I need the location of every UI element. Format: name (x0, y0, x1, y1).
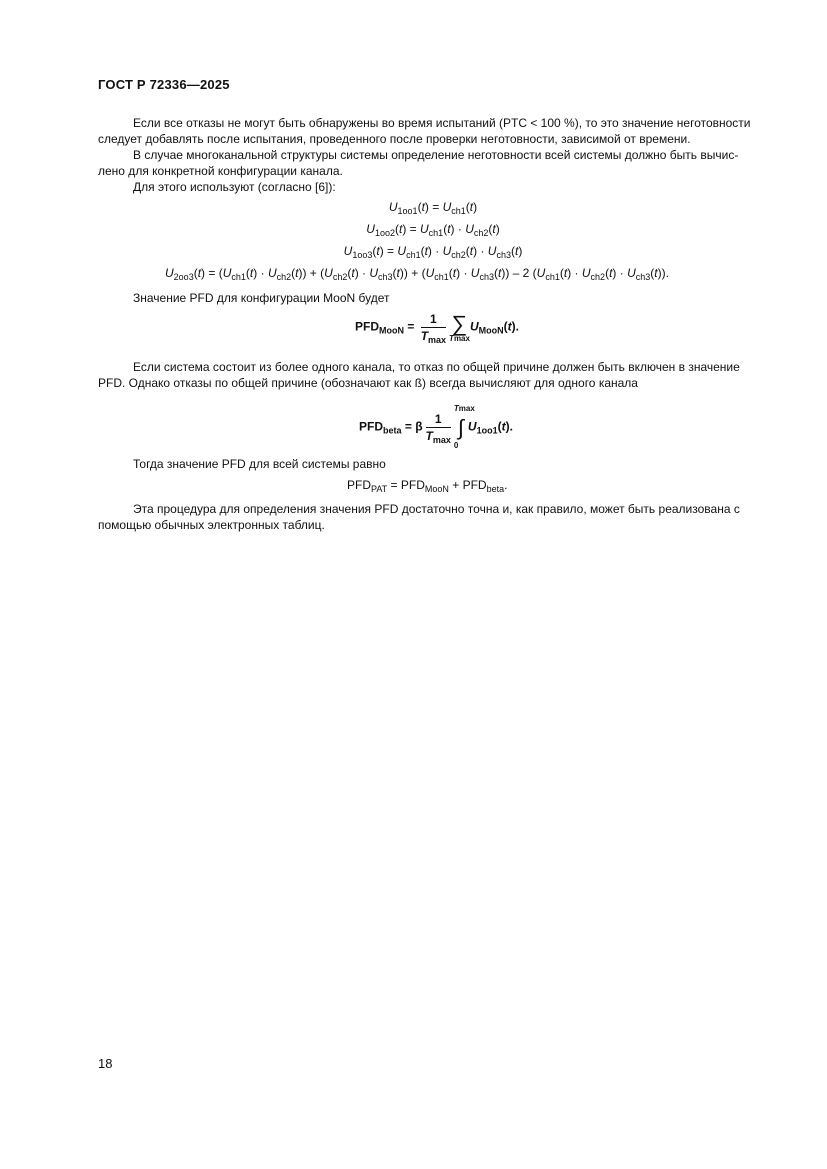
formula-symbol: ) (402, 222, 407, 236)
formula-sub: 1oo1 (397, 206, 418, 216)
formula-sub: ch2 (473, 228, 489, 238)
formula-symbol: ( (245, 266, 250, 280)
formula-symbol: = (404, 319, 418, 334)
formula-symbol: ) (661, 266, 666, 280)
formula-2oo3 (165, 266, 669, 280)
paragraph-line: следует добавлять после испытания, проведенного после проверки неготовности, зависимой от времени. (98, 132, 691, 146)
formula-symbol: T (453, 403, 459, 413)
formula-symbol: t (295, 266, 299, 280)
fraction (421, 312, 446, 343)
formula-sub: max (428, 335, 447, 345)
paragraph-line: Эта процедура для определения значения PFD достаточно точна и, как правило, может быть реализована с (133, 502, 740, 516)
integral-symbol: ∫ (457, 414, 464, 440)
formula-symbol: t (351, 266, 355, 280)
formula-symbol: U (470, 266, 480, 280)
paragraph-line: PFD. Однако отказы по общей причине (обозначают как ß) всегда вычисляют для одного канала (98, 376, 638, 390)
formula-symbol: U (627, 266, 636, 280)
fraction-numerator: 1 (421, 312, 446, 328)
formula-symbol: ) (567, 266, 572, 280)
formula-symbol: = (401, 419, 416, 434)
formula-symbol: ) (501, 266, 506, 280)
formula-sub: ch2 (590, 272, 606, 282)
formula-symbol: = (406, 222, 420, 236)
formula-symbol: t (507, 319, 512, 334)
formula-symbol: ( (443, 222, 448, 236)
formula-symbol: ( (465, 244, 470, 258)
formula-symbol: U (366, 222, 375, 236)
formula-symbol: ) (505, 266, 510, 280)
formula-symbol: t (497, 266, 502, 280)
formula-symbol: ( (465, 200, 470, 214)
formula-symbol: U (397, 244, 407, 258)
formula-symbol: t (654, 266, 658, 280)
formula-symbol: ( (218, 266, 223, 280)
formula-1oo1 (98, 200, 768, 214)
formula-symbol: PFD (462, 478, 487, 492)
paragraph-multichannel (98, 147, 768, 179)
formula-symbol: PFD (347, 478, 371, 492)
page-number: 18 (98, 1056, 113, 1071)
formula-symbol: ) (427, 244, 432, 258)
formula-symbol: t (424, 244, 428, 258)
formula-symbol: t (396, 266, 400, 280)
formula-symbol: ( (493, 266, 498, 280)
formula-symbol: · (257, 266, 268, 280)
formula-symbol: ( (394, 222, 399, 236)
formula-symbol: t (609, 266, 613, 280)
paragraph-common-cause (98, 359, 768, 391)
paragraph-moon (98, 290, 768, 306)
formula-symbol: U (469, 319, 479, 334)
formula-symbol: = (428, 200, 443, 214)
formula-symbol: t (501, 419, 506, 434)
formula-sub: max (458, 403, 475, 413)
formula-symbol: PFD (355, 319, 379, 334)
formula-symbol: T (420, 329, 429, 343)
formula-symbol: β (415, 419, 423, 434)
formula-symbol: ) (354, 266, 359, 280)
formula-symbol: t (376, 244, 380, 258)
formula-symbol: U (369, 266, 379, 280)
formula-sub: max (432, 435, 451, 445)
integral-upper-limit (454, 404, 475, 413)
paragraph-line: В случае многоканальной структуры системы определение неготовности всей системы должно быть вычис- (133, 148, 739, 162)
formula-symbol: U (487, 244, 497, 258)
formula-symbol: t (249, 266, 254, 280)
formula-symbol: ) (612, 266, 617, 280)
formula-symbol: ( (421, 266, 426, 280)
formula-sub: PAT (371, 484, 388, 494)
paragraph-line: Тогда значение PFD для всей системы равно (133, 457, 386, 471)
formula-symbol: – 2 (509, 266, 533, 280)
formula-symbol: ) (657, 266, 662, 280)
formula-symbol: ( (320, 266, 325, 280)
paragraph-line: Для этого используют (согласно [6]): (133, 180, 336, 194)
formula-symbol: · (616, 266, 628, 280)
formula-symbol: U (343, 244, 353, 258)
formula-sub: MooN (478, 325, 504, 336)
formula-symbol: t (447, 222, 451, 236)
formula-symbol: U (442, 244, 452, 258)
formula-sub: 2oo3 (173, 272, 194, 282)
formula-sub: beta (486, 484, 505, 494)
formula-sub: ch3 (496, 250, 511, 260)
paragraph-line: лено для конкретной конфигурации канала. (98, 164, 343, 178)
fraction-denominator (426, 428, 451, 443)
formula-symbol: ) (495, 222, 500, 236)
fraction-denominator (421, 328, 446, 343)
formula-symbol: . (515, 319, 519, 334)
formula-symbol: U (420, 222, 429, 236)
formula-symbol: = (387, 478, 401, 492)
formula-sub: max (453, 333, 470, 343)
formula-symbol: U (222, 266, 232, 280)
paragraph-line: помощью обычных электронных таблиц. (98, 518, 325, 532)
formula-symbol: t (469, 244, 474, 258)
formula-symbol: ) (424, 200, 429, 214)
formula-symbol: ) (403, 266, 408, 280)
formula-sub: ch2 (451, 250, 466, 260)
formula-symbol: ) (302, 266, 307, 280)
formula-symbol: ( (417, 200, 422, 214)
formula-symbol: · (454, 222, 466, 236)
formula-sub: ch3 (378, 272, 393, 282)
formula-symbol: . (509, 419, 513, 434)
formula-symbol: ( (347, 266, 352, 280)
formula-symbol: t (563, 266, 568, 280)
formula-symbol: . (665, 266, 669, 280)
formula-sub: ch1 (434, 272, 449, 282)
formula-pfd-beta (359, 403, 513, 450)
formula-symbol: t (492, 222, 496, 236)
formula-symbol: ( (392, 266, 397, 280)
formula-symbol: t (398, 222, 403, 236)
sum-symbol: ∑ (451, 310, 468, 336)
formula-symbol: ( (420, 244, 425, 258)
formula-sub: ch1 (451, 206, 466, 216)
formula-1oo2 (98, 222, 768, 236)
formula-symbol: · (460, 266, 471, 280)
formula-symbol: = (383, 244, 398, 258)
formula-symbol: t (452, 266, 457, 280)
formula-symbol: U (467, 419, 477, 434)
formula-symbol: U (442, 200, 452, 214)
formula-symbol: t (421, 200, 425, 214)
paragraph-line: Если все отказы не могут быть обнаружены во время испытаний (PTC < 100 %), то это значение неготовности (133, 116, 751, 130)
formula-symbol: t (469, 200, 474, 214)
formula-symbol: ) (379, 244, 384, 258)
formula-symbol: + (448, 478, 463, 492)
paragraph-total (98, 456, 768, 472)
formula-symbol: U (267, 266, 277, 280)
formula-symbol: ( (448, 266, 453, 280)
document-header: ГОСТ Р 72336—2025 (98, 77, 230, 92)
integral-lower-limit: 0 (453, 440, 459, 450)
fraction-numerator: 1 (426, 412, 451, 428)
formula-symbol: ) (253, 266, 258, 280)
sum-operator (449, 310, 470, 343)
formula-symbol: ) (456, 266, 461, 280)
formula-symbol: ( (605, 266, 610, 280)
formula-symbol: T (449, 333, 454, 343)
formula-symbol: ) (473, 244, 478, 258)
formula-sub: ch1 (545, 272, 560, 282)
sum-limit (449, 335, 470, 343)
formula-sub: beta (383, 425, 402, 436)
formula-sub: ch3 (635, 272, 651, 282)
formula-symbol: t (197, 266, 202, 280)
formula-sub: ch1 (406, 250, 421, 260)
formula-symbol: · (431, 244, 443, 258)
formula-sub: 1oo2 (374, 228, 395, 238)
fraction (426, 412, 451, 443)
integral-operator (453, 403, 475, 450)
formula-symbol: ) (473, 200, 478, 214)
formula-symbol: t (514, 244, 519, 258)
formula-symbol: U (536, 266, 546, 280)
formula-symbol: ) (201, 266, 206, 280)
formula-symbol: . (504, 478, 508, 492)
formula-symbol: · (358, 266, 370, 280)
formula-symbol: ( (372, 244, 377, 258)
formula-sub: ch3 (479, 272, 494, 282)
formula-symbol: U (324, 266, 333, 280)
formula-sub: MooN (424, 484, 449, 494)
formula-symbol: ( (650, 266, 655, 280)
formula-sub: ch1 (231, 272, 246, 282)
formula-symbol: U (165, 266, 174, 280)
formula-symbol: ) (298, 266, 303, 280)
formula-symbol: = (205, 266, 219, 280)
formula-symbol: ( (503, 319, 508, 334)
formula-symbol: ( (488, 222, 493, 236)
formula-symbol: ) (511, 319, 516, 334)
formula-symbol: ( (193, 266, 198, 280)
formula-symbol: + (306, 266, 321, 280)
formula-symbol: U (388, 200, 398, 214)
formula-sub: 1oo3 (352, 250, 373, 260)
paragraph-line: Значение PFD для конфигурации MooN будет (133, 291, 390, 305)
formula-sub: ch2 (276, 272, 292, 282)
formula-symbol: ( (497, 419, 502, 434)
formula-symbol: ( (532, 266, 537, 280)
formula-symbol: ) (518, 244, 523, 258)
formula-symbol: ( (510, 244, 515, 258)
paragraph-procedure (98, 501, 768, 533)
formula-symbol: · (571, 266, 582, 280)
formula-symbol: U (425, 266, 435, 280)
formula-symbol: PFD (400, 478, 425, 492)
paragraph-ptc (98, 115, 768, 147)
formula-sub: MooN (379, 325, 404, 336)
formula-symbol: U (581, 266, 591, 280)
formula-symbol: U (465, 222, 474, 236)
formula-pfd-pat (347, 478, 507, 492)
formula-symbol: T (425, 429, 433, 443)
formula-symbol: ) (450, 222, 455, 236)
formula-symbol: ( (291, 266, 296, 280)
paragraph-usage (98, 179, 768, 195)
formula-sub: 1oo1 (476, 425, 498, 436)
formula-symbol: · (477, 244, 488, 258)
formula-symbol: ( (559, 266, 564, 280)
formula-symbol: ) (399, 266, 404, 280)
formula-sub: ch1 (428, 228, 444, 238)
formula-symbol: + (407, 266, 422, 280)
paragraph-line: Если система состоит из более одного канала, то отказ по общей причине должен быть включен в значение (133, 360, 740, 374)
formula-1oo3 (98, 244, 768, 258)
formula-pfd-moon (355, 312, 519, 343)
formula-sub: ch2 (332, 272, 348, 282)
formula-symbol: ) (505, 419, 510, 434)
formula-symbol: PFD (359, 419, 383, 434)
